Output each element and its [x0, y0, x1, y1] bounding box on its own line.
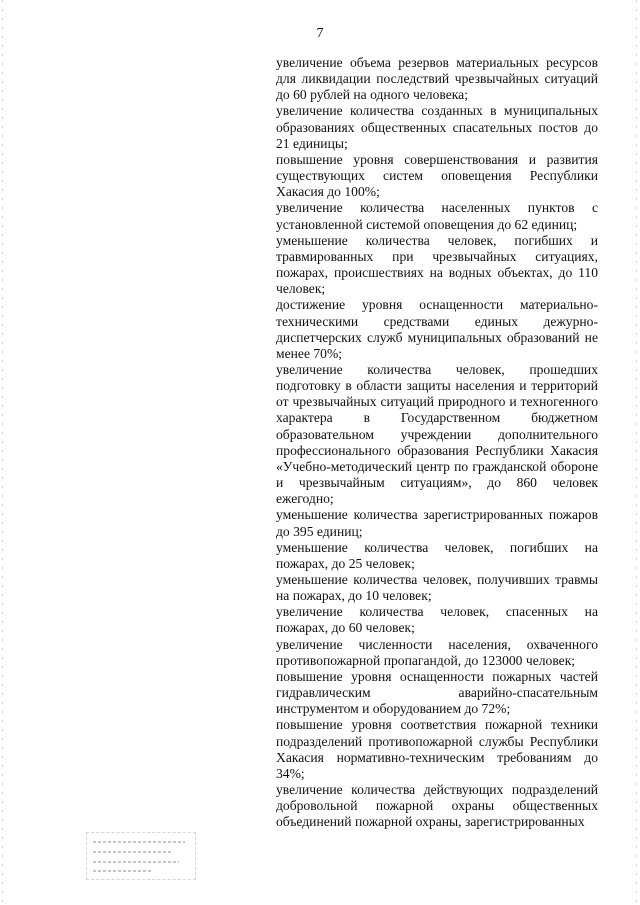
stamp-line [93, 861, 179, 863]
paragraph: уменьшение количества зарегистрированных пожаров до 395 единиц; [276, 507, 598, 539]
faded-stamp [86, 832, 196, 880]
stamp-line [93, 851, 171, 853]
scan-edge-left [2, 0, 3, 905]
paragraph: увеличение количества созданных в муниципальных образованиях общественных спасательных постов до 21 единицы; [276, 103, 598, 151]
paragraph: увеличение количества человек, спасенных на пожарах, до 60 человек; [276, 604, 598, 636]
paragraph: увеличение численности населения, охваченного противопожарной пропагандой, до 123000 человек; [276, 636, 598, 668]
paragraph: повышение уровня совершенствования и развития существующих систем оповещения Республики Хакасия до 100%; [276, 151, 598, 200]
text-body [276, 55, 598, 831]
scan-edge-right [636, 0, 637, 905]
paragraph: увеличение количества действующих подразделений добровольной пожарной охраны общественных объединений пожарной охраны, зарегистрированных [276, 782, 598, 830]
paragraph: уменьшение количества человек, погибших и травмированных при чрезвычайных ситуациях, пожарах, происшествиях на водных объектах, до 110 человек; [276, 232, 598, 297]
paragraph: повышение уровня оснащенности пожарных частей гидравлическим аварийно-спасательным инструментом и оборудованием до 72%; [276, 668, 598, 717]
paragraph: достижение уровня оснащенности материально-техническими средствами единых дежурно-диспетчерских служб муниципальных образований не менее 70%; [276, 297, 598, 361]
page-number: 7 [316, 26, 324, 41]
paragraph: повышение уровня соответствия пожарной техники подразделений противопожарной службы Республики Хакасия нормативно-техническим требованиям до 34%; [276, 717, 598, 781]
paragraph: увеличение количества человек, прошедших подготовку в области защиты населения и территорий от чрезвычайных ситуаций природного и техногенного характера в Государственном бюджетном образовательном учреждении дополнительного профессионального образования Республики Хакасия «Учебно-методический центр по гражданской обороне и чрезвычайным ситуациям», до 860 человек ежегодно; [276, 361, 598, 507]
paragraph: увеличение объема резервов материальных ресурсов для ликвидации последствий чрезвычайных ситуаций до 60 рублей на одного человека; [276, 55, 598, 103]
paragraph: увеличение количества населенных пунктов с установленной системой оповещения до 62 единиц; [276, 200, 598, 232]
stamp-line [93, 870, 153, 872]
stamp-line [93, 841, 185, 843]
paragraph: уменьшение количества человек, погибших на пожарах, до 25 человек; [276, 539, 598, 571]
paragraph: уменьшение количества человек, получивших травмы на пожарах, до 10 человек; [276, 572, 598, 604]
